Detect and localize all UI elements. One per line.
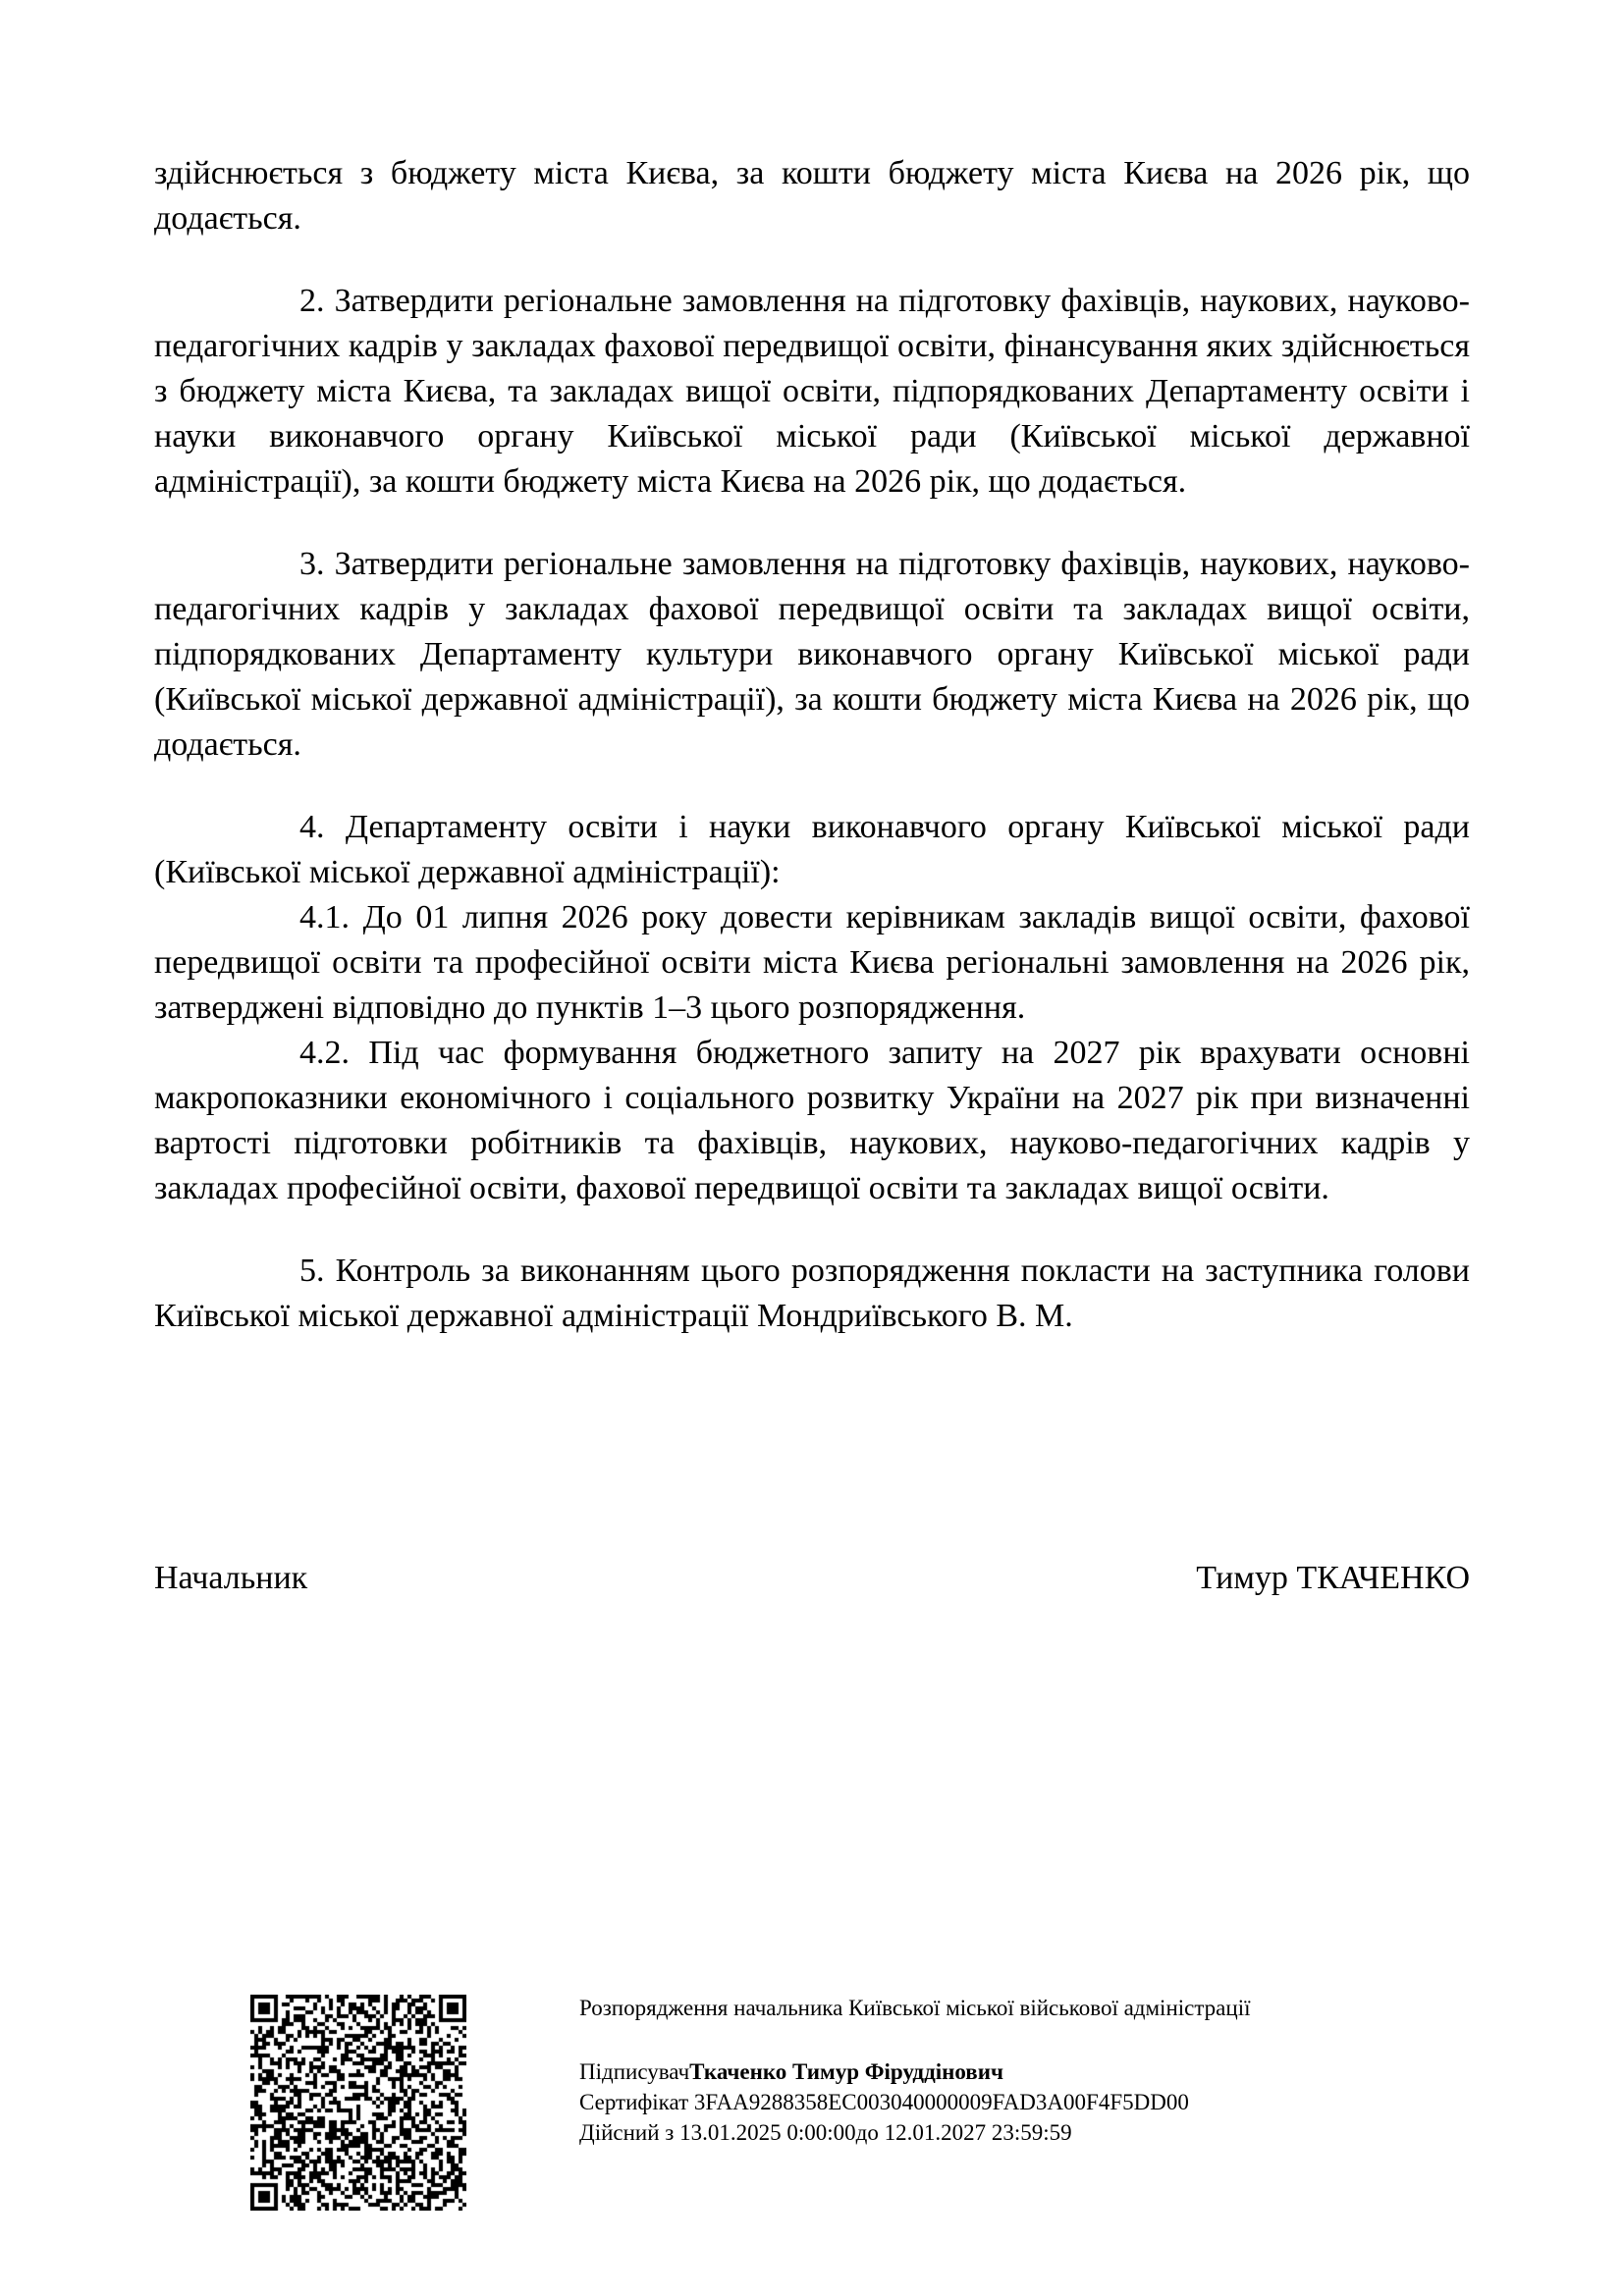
qr-code-icon — [250, 1995, 466, 2211]
paragraph-p5: 5. Контроль за виконанням цього розпорядження покласти на заступника голови Київської міської державної адміністрації Мондриївського В. М. — [154, 1253, 1470, 1334]
signature-position-label: Начальник — [154, 1560, 308, 1596]
paragraph-p3: 3. Затвердити регіональне замовлення на підготовку фахівців, наукових, науково-педагогічних кадрів у закладах фахової передвищої освіти та закладах вищої освіти, підпорядкованих Департаменту культури виконавчого органу Київської міської ради (Київської міської державної адміністрації), за кошти бюджету міста Києва на 2026 рік, що додається. — [154, 546, 1470, 763]
signer-label: Підписувач — [579, 2059, 690, 2084]
paragraph-p4-1: 4.1. До 01 липня 2026 року довести керівникам закладів вищої освіти, фахової передвищої освіти та професійної освіти міста Києва регіональні замовлення на 2026 рік, затверджені відповідно до пунктів 1–3 цього розпорядження. — [154, 899, 1470, 1026]
certificate-label: Сертифікат — [579, 2090, 689, 2114]
stamp-signer-line — [579, 2056, 1335, 2087]
certificate-number: 3FAA9288358EC003040000009FAD3A00F4F5DD00 — [693, 2090, 1189, 2114]
signature-name: Тимур ТКАЧЕНКО — [1196, 1560, 1470, 1596]
stamp-certificate-line — [579, 2087, 1335, 2117]
stamp-title: Розпорядження начальника Київської міської військової адміністрації — [579, 1996, 1251, 2020]
paragraph-p1-continuation: здійснюється з бюджету міста Києва, за кошти бюджету міста Києва на 2026 рік, що додається. — [154, 155, 1470, 237]
stamp-text-block — [579, 1995, 1335, 2148]
paragraph-p4-2: 4.2. Під час формування бюджетного запиту на 2027 рік врахувати основні макропоказники економічного і соціального розвитку України на 2027 рік при визначенні вартості підготовки робітників та фахівців, наукових, науково-педагогічних кадрів у закладах професійної освіти, фахової передвищої освіти та закладах вищої освіти. — [154, 1035, 1470, 1206]
stamp-validity-line: Дійсний з 13.01.2025 0:00:00до 12.01.2027 23:59:59 — [579, 2120, 1072, 2145]
paragraph-p4: 4. Департаменту освіти і науки виконавчого органу Київської міської ради (Київської міської державної адміністрації): — [154, 809, 1470, 890]
document-body — [154, 151, 1470, 1339]
signature-row — [154, 1556, 1470, 1601]
paragraph-p2: 2. Затвердити регіональне замовлення на підготовку фахівців, наукових, науково-педагогічних кадрів у закладах фахової передвищої освіти, фінансування яких здійснюється з бюджету міста Києва, та закладах вищої освіти, підпорядкованих Департаменту освіти і науки виконавчого органу Київської міської ради (Київської міської державної адміністрації), за кошти бюджету міста Києва на 2026 рік, що додається. — [154, 283, 1470, 500]
signer-name: Ткаченко Тимур Фіруддінович — [689, 2059, 1003, 2084]
digital-signature-stamp — [250, 1995, 1335, 2211]
